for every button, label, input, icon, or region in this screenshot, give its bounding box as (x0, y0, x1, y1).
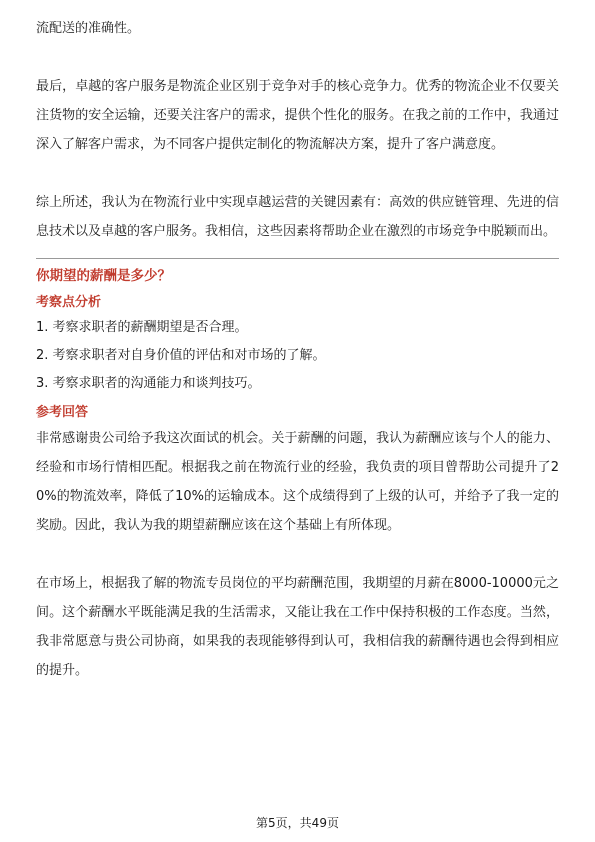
body-paragraph-summary: 综上所述，我认为在物流行业中实现卓越运营的关键因素有：高效的供应链管理、先进的信息技术以及卓越的客户服务。我相信，这些因素将帮助企业在激烈的市场竞争中脱颖而出。 (36, 195, 559, 239)
answer-heading: 参考回答 (36, 405, 89, 420)
body-paragraph-customer-service: 最后，卓越的客户服务是物流企业区别于竞争对手的核心竞争力。优秀的物流企业不仅要关注货物的安全运输，还要关注客户的需求，提供个性化的服务。在我之前的工作中，我通过深入了解客户需求，为不同客户提供定制化的物流解决方案，提升了客户满意度。 (36, 79, 559, 152)
list-item: 2. 考察求职者对自身价值的评估和对市场的了解。 (36, 348, 326, 363)
section-divider (36, 258, 559, 259)
paragraph-gap (36, 159, 559, 188)
answer-paragraph-market: 在市场上，根据我了解的物流专员岗位的平均薪酬范围，我期望的月薪在8000-10000元之间。这个薪酬水平既能满足我的生活需求，又能让我在工作中保持积极的工作态度。当然，我非常愿意与贵公司协商，如果我的表现能够得到认可，我相信我的薪酬待遇也会得到相应的提升。 (36, 576, 559, 678)
continuation-paragraph: 流配送的准确性。 (36, 21, 141, 36)
page-number: 第5页，共49页 (256, 816, 339, 830)
analysis-list (36, 314, 559, 398)
paragraph-gap (36, 540, 559, 569)
analysis-heading: 考察点分析 (36, 295, 102, 310)
answer-paragraph-experience: 非常感谢贵公司给予我这次面试的机会。关于薪酬的问题，我认为薪酬应该与个人的能力、经验和市场行情相匹配。根据我之前在物流行业的经验，我负责的项目曾帮助公司提升了20%的物流效率，降低了10%的运输成本。这个成绩得到了上级的认可，并给予了我一定的奖励。因此，我认为我的期望薪酬应该在这个基础上有所体现。 (36, 431, 559, 533)
list-item: 3. 考察求职者的沟通能力和谈判技巧。 (36, 376, 261, 391)
question-title: 你期望的薪酬是多少？ (36, 268, 171, 284)
document-page (36, 14, 559, 685)
list-item: 1. 考察求职者的薪酬期望是否合理。 (36, 320, 248, 335)
paragraph-gap (36, 43, 559, 72)
